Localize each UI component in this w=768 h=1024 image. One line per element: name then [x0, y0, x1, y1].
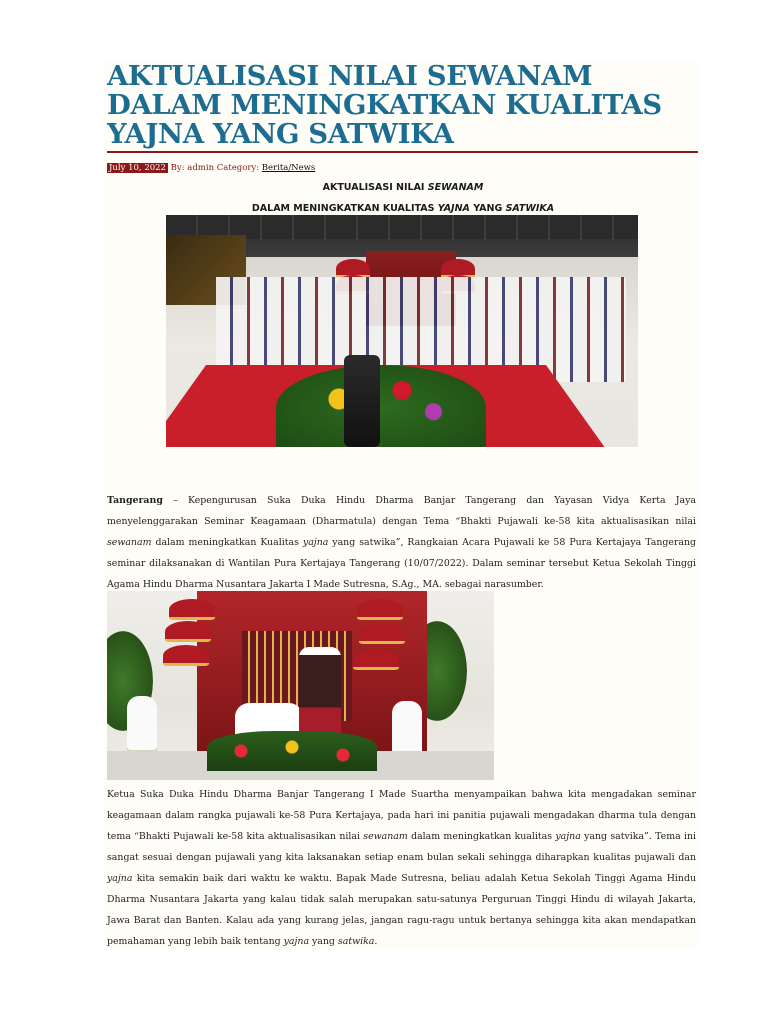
by-label: By:: [170, 163, 185, 173]
speaker-photo: [107, 591, 494, 780]
category-link[interactable]: Berita/News: [261, 163, 316, 173]
paragraph-1-text-a: Kepengurusan Suka Duka Hindu Dharma Banjar Tangerang dan Yayasan Vidya Kerta Jaya menyelenggarakan Seminar Keagamaan (Dharmatula) dengan Tema “Bhakti Pujawali ke-58 kita aktualisasikan nilai: [107, 495, 696, 527]
paragraph-2-italic-yajna-2: yajna: [107, 873, 133, 884]
subheading-2-middle: YANG: [469, 203, 506, 214]
umbrella-decoration: [353, 649, 399, 670]
paragraph-2-italic-yajna: yajna: [555, 831, 581, 842]
paragraph-2-text-e: yang: [309, 936, 338, 947]
paragraph-2-text-b: dalam meningkatkan kualitas: [407, 831, 556, 842]
paragraph-2-italic-yajna-3: yajna: [283, 936, 310, 947]
article-title: AKTUALISASI NILAI SEWANAM DALAM MENINGKATKAN KUALITAS YAJNA YANG SATWIKA: [107, 60, 662, 150]
subheading-1: [107, 182, 699, 193]
paragraph-2-text-f: .: [374, 936, 378, 947]
paragraph-1-italic-sewanam: sewanam: [107, 537, 152, 548]
post-date[interactable]: July 10, 2022: [109, 163, 166, 173]
article-meta: [107, 163, 315, 173]
photo-flowers: [207, 731, 377, 771]
subheading-2-text: DALAM MENINGKATKAN KUALITAS: [251, 203, 438, 214]
photo-flower-arrangement: [276, 365, 486, 447]
umbrella-decoration: [359, 623, 405, 644]
umbrella-decoration: [165, 621, 211, 642]
paragraph-2-text-c: yang satvika”. Tema ini sangat sesuai dengan pujawali yang kita laksanakan setiap enam bulan sekali sehingga diharapkan kualitas pujawali dan: [107, 831, 697, 863]
photo-chair: [127, 696, 157, 756]
umbrella-decoration: [169, 599, 215, 620]
paragraph-1-italic-yajna: yajna: [302, 537, 329, 548]
paragraph-1-text-b: dalam meningkatkan Kualitas: [151, 537, 303, 548]
subheading-2-italic-satwika: SATWIKA: [505, 203, 555, 214]
photo-fountain: [344, 355, 380, 447]
subheading-2: [107, 203, 699, 214]
umbrella-decoration: [163, 645, 209, 666]
paragraph-2-text-a: Ketua Suka Duka Hindu Dharma Banjar Tangerang I Made Suartha menyampaikan bahwa kita mengadakan seminar keagamaan dalam rangka pujawali ke-58 Pura Kertajaya, pada hari ini panitia pujawali mengadakan dharma tula dengan tema “Bhakti Pujawali ke-58 kita aktualisasikan nilai: [107, 789, 696, 842]
umbrella-decoration: [357, 599, 403, 620]
author-name: admin: [187, 163, 215, 173]
dateline: Tangerang: [107, 495, 163, 506]
paragraph-2-text-d: kita semakin baik dari waktu ke waktu. Bapak Made Sutresna, beliau adalah Ketua Sekolah Tinggi Agama Hindu Dharma Nusantara Jakarta yang kalau tidak salah merupakan satu-satunya Perguruan Tinggi Hindu di wilayah Jakarta, Jawa Barat dan Banten. Kalau ada yang kurang jelas, jangan ragu-ragu untuk bertanya sehingga kita akan mendapatkan pemahaman yang lebih baik tentang: [107, 873, 696, 947]
subheading-2-italic-yajna: YAJNA: [437, 203, 470, 214]
subheading-1-text: AKTUALISASI NILAI: [322, 182, 428, 193]
title-divider: [107, 151, 698, 153]
paragraph-1: [107, 490, 696, 595]
dateline-dash: –: [162, 495, 188, 506]
paragraph-2-italic-sewanam: sewanam: [363, 831, 408, 842]
paragraph-1-text-c: yang satwika”, Rangkaian Acara Pujawali ke 58 Pura Kertajaya Tangerang seminar dilaksanakan di Wantilan Pura Kertajaya Tangerang (10/07/2022). Dalam seminar tersebut Ketua Sekolah Tinggi Agama Hindu Dharma Nusantara Jakarta I Made Sutresna, S.Ag., MA. sebagai narasumber.: [107, 537, 697, 590]
subheading-1-italic: SEWANAM: [427, 182, 484, 193]
group-photo: [166, 215, 638, 447]
category-label: Category:: [216, 163, 260, 173]
paragraph-2: [107, 784, 696, 952]
paragraph-2-italic-satwika: satwika: [337, 936, 375, 947]
